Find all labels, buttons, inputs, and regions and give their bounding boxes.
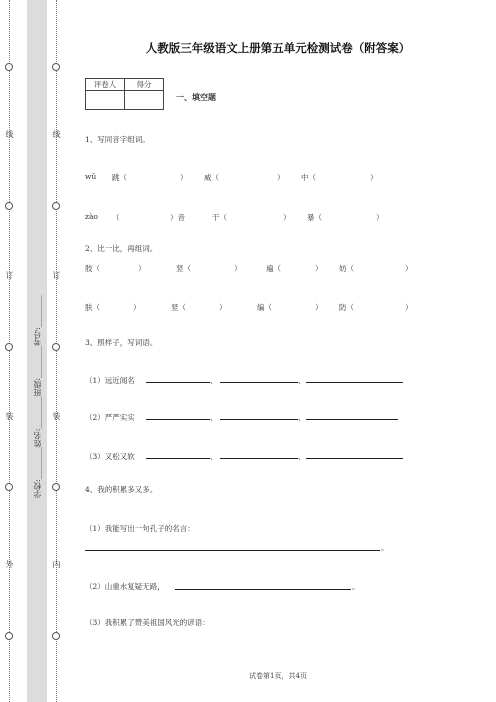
blank-close: ）	[405, 303, 413, 312]
answer-line[interactable]	[146, 382, 210, 383]
grader-header: 评卷人	[86, 79, 125, 91]
blank-open: （	[112, 213, 120, 222]
blank-open: 遍（	[266, 264, 281, 273]
answer-line[interactable]	[306, 382, 403, 383]
inner-dotted-line	[56, 0, 57, 702]
question-4-title: 4、我的积累多又多。	[85, 485, 158, 494]
binding-hole-marker	[52, 483, 60, 491]
separator: 、	[298, 452, 306, 461]
separator: 、	[298, 376, 306, 385]
outer-dotted-line	[9, 0, 10, 702]
blank-open: 防（	[339, 303, 354, 312]
separator: 、	[210, 452, 218, 461]
blank-open: 肢（	[85, 264, 100, 273]
answer-line[interactable]	[175, 589, 351, 590]
answer-line[interactable]	[220, 382, 298, 383]
blank-open: 中（	[301, 173, 316, 182]
example-word: （3）又松又软	[85, 452, 135, 461]
binding-hole-marker	[52, 202, 60, 210]
separator: 、	[210, 413, 218, 422]
binding-hole-marker	[5, 632, 13, 640]
separator: 、	[298, 413, 306, 422]
student-info-labels: 学校:________姓名:________班级:________考号:________	[33, 295, 42, 498]
score-cell	[125, 91, 164, 110]
binding-hole-marker	[52, 63, 60, 71]
margin-word: 装	[52, 412, 61, 420]
margin-word: 内	[52, 560, 61, 568]
blank-close: ）	[180, 173, 188, 182]
binding-hole-marker	[52, 632, 60, 640]
question-2-title: 2、比一比，再组词。	[85, 244, 158, 253]
blank-open: 跳（	[112, 173, 127, 182]
blank-open: 编（	[257, 303, 272, 312]
sub-question: （1）我能写出一句孔子的名言：	[85, 524, 195, 533]
blank-open: 干（	[212, 213, 227, 222]
binding-hole-marker	[52, 343, 60, 351]
margin-word: 线	[52, 130, 61, 138]
grader-cell	[86, 91, 125, 110]
question-3-title: 3、照样子，写词语。	[85, 338, 158, 347]
blank-open: 肤（	[85, 303, 100, 312]
period: 。	[381, 543, 389, 552]
binding-hole-marker	[5, 483, 13, 491]
binding-hole-marker	[5, 63, 13, 71]
separator: 、	[210, 376, 218, 385]
margin-word: 订	[5, 271, 14, 279]
blank-close: ）	[234, 264, 242, 273]
blank-close: ）	[277, 173, 285, 182]
question-1-title: 1、写同音字组词。	[85, 135, 150, 144]
blank-close: ）	[219, 303, 227, 312]
answer-line[interactable]	[85, 550, 380, 551]
answer-line[interactable]	[220, 419, 298, 420]
answer-line[interactable]	[220, 458, 298, 459]
example-word: （1）远近闻名	[85, 376, 135, 385]
blank-close: ）音	[170, 213, 185, 222]
blank-open: 竖（	[176, 264, 191, 273]
answer-line[interactable]	[146, 458, 210, 459]
blank-open: 威（	[204, 173, 219, 182]
blank-close: ）	[370, 173, 378, 182]
section-heading: 一、填空题	[176, 92, 216, 102]
blank-close: ）	[138, 264, 146, 273]
blank-close: ）	[133, 303, 141, 312]
binding-hole-marker	[5, 343, 13, 351]
answer-line[interactable]	[146, 419, 210, 420]
page-footer: 试卷第1页，共4页	[249, 672, 307, 680]
blank-open: 妨（	[339, 264, 354, 273]
pinyin: wǔ	[85, 172, 97, 181]
blank-open: 竖（	[171, 303, 186, 312]
answer-line[interactable]	[306, 419, 398, 420]
margin-word: 订	[52, 271, 61, 279]
blank-close: ）	[283, 213, 291, 222]
blank-close: ）	[315, 264, 323, 273]
score-header: 得分	[125, 79, 164, 91]
margin-word: 线	[5, 130, 14, 138]
margin-word: 装	[5, 412, 14, 420]
blank-close: ）	[376, 213, 384, 222]
pinyin: zào	[85, 212, 98, 221]
period: 。	[352, 582, 360, 591]
blank-close: ）	[315, 303, 323, 312]
answer-line[interactable]	[306, 458, 403, 459]
margin-word: 外	[5, 560, 14, 568]
example-word: （2）严严实实	[85, 413, 135, 422]
sub-question: （3）我积累了赞美祖国风光的谚语：	[85, 618, 210, 627]
score-table	[85, 78, 164, 110]
binding-hole-marker	[5, 202, 13, 210]
blank-close: ）	[405, 264, 413, 273]
sub-question: （2）山重水复疑无路，	[85, 582, 165, 591]
blank-open: 暴（	[307, 213, 322, 222]
doc-title: 人教版三年级语文上册第五单元检测试卷（附答案）	[145, 41, 411, 55]
